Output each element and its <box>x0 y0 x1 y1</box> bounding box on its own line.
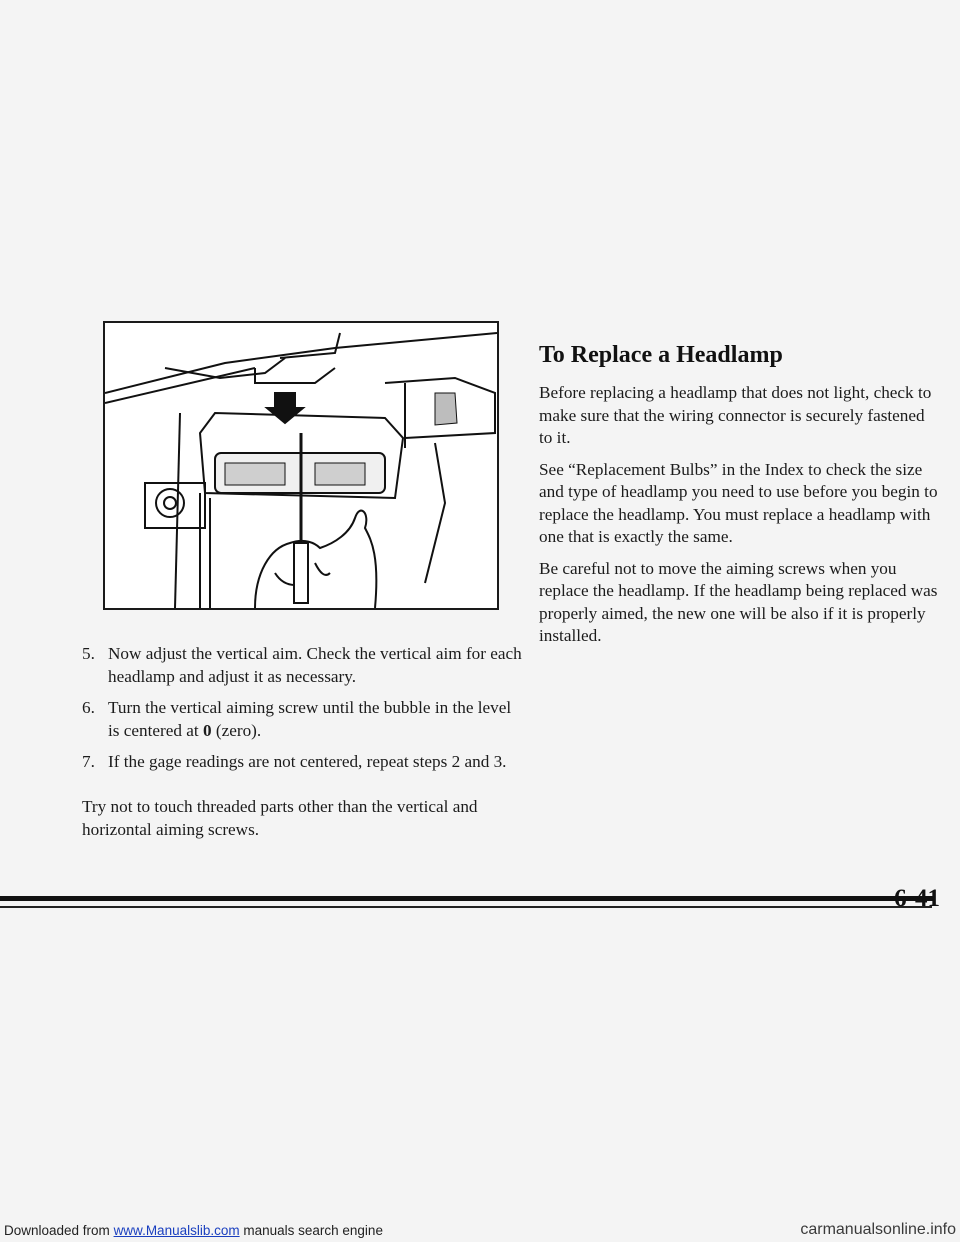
page-number: 6-41 <box>894 885 940 912</box>
step-item <box>82 643 522 688</box>
step-text <box>108 697 522 742</box>
manualslib-link[interactable]: www.Manualslib.com <box>113 1223 240 1238</box>
step-item <box>82 697 522 742</box>
step-bold-value: 0 <box>202 720 212 740</box>
watermark-text: carmanualsonline.info <box>800 1221 956 1238</box>
aiming-steps-list <box>82 643 522 783</box>
credit-prefix: Downloaded from <box>4 1223 114 1238</box>
section-paragraph: See “Replacement Bulbs” in the Index to check the size and type of headlamp you need to use before you begin to replace the headlamp. You must replace a headlamp with one that is exactly the same. <box>539 459 938 546</box>
footer-rule <box>0 896 934 901</box>
step-item <box>82 751 522 774</box>
section-paragraph: Before replacing a headlamp that does not light, check to make sure that the wiring connector is securely fastened to it. <box>539 383 932 447</box>
step-number: 7. <box>82 752 95 771</box>
headlamp-aiming-illustration <box>103 321 499 610</box>
footer-rule-thin <box>0 906 932 908</box>
credit-suffix: manuals search engine <box>239 1223 383 1238</box>
section-title: To Replace a Headlamp <box>539 342 783 368</box>
step-text-part: (zero). <box>211 720 262 740</box>
section-paragraph: Be careful not to move the aiming screws when you replace the headlamp. If the headlamp being replaced was properly aimed, the new one will be also if it is properly installed. <box>539 558 938 645</box>
step-text-part: Turn the vertical aiming screw until the bubble in the level is centered at <box>108 698 512 740</box>
download-credit <box>4 1223 383 1238</box>
step-text: If the gage readings are not centered, repeat steps 2 and 3. <box>108 752 507 771</box>
caution-note: Try not to touch threaded parts other than the vertical and horizontal aiming screws. <box>82 797 478 839</box>
replace-headlamp-section <box>539 342 941 657</box>
step-number: 5. <box>82 644 95 663</box>
step-text: Now adjust the vertical aim. Check the vertical aim for each headlamp and adjust it as necessary. <box>108 644 522 686</box>
step-number: 6. <box>82 698 95 717</box>
